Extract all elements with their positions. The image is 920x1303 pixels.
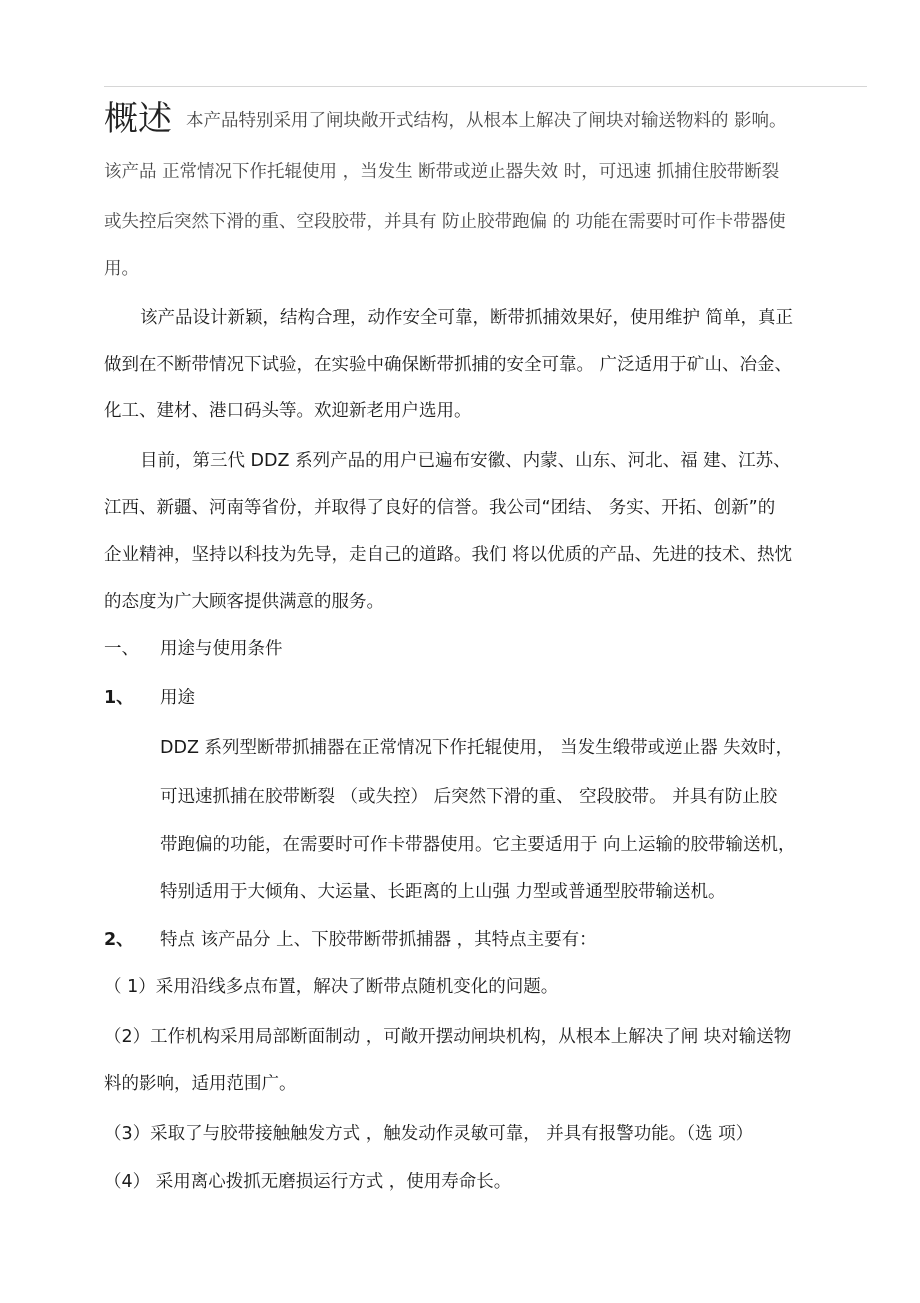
item-line: 可迅速抓捕在胶带断裂 （或失控） 后突然下滑的重、 空段胶带。 并具有防止胶 (160, 787, 778, 807)
feature-line: （2）工作机构采用局部断面制动 ，可敞开摆动闸块机构，从根本上解决了闸 块对输送物 (104, 1027, 792, 1047)
intro-line: 该产品 正常情况下作托辊使用 ，当发生 断带或逆止器失效 时，可迅速 抓捕住胶带断裂 (104, 162, 780, 182)
paragraph-line: 的态度为广大顾客提供满意的服务。 (104, 592, 384, 612)
feature-line: （ 1）采用沿线多点布置，解决了断带点随机变化的问题。 (104, 977, 559, 997)
intro-line: 或失控后突然下滑的重、空段胶带，并具有 防止胶带跑偏 的 功能在需要时可作卡带器使 (104, 212, 786, 232)
item-number: 1、 (104, 688, 134, 708)
paragraph-line: 目前，第三代 DDZ 系列产品的用户已遍布安徽、内蒙、山东、河北、福 建、江苏、 (140, 451, 791, 471)
item-heading: 特点 该产品分 上、下胶带断带抓捕器 ，其特点主要有： (160, 930, 597, 950)
page-title: 概述 (104, 99, 172, 139)
item-line: DDZ 系列型断带抓捕器在正常情况下作托辊使用， 当发生缎带或逆止器 失效时， (160, 738, 794, 758)
item-line: 特别适用于大倾角、大运量、长距离的上山强 力型或普通型胶带输送机。 (160, 882, 726, 902)
paragraph-line: 企业精神，坚持以科技为先导，走自己的道路。我们 将以优质的产品、先进的技术、热忱 (104, 545, 793, 565)
section-number: 一、 (104, 639, 139, 659)
paragraph-line: 江西、新疆、河南等省份，并取得了良好的信誉。我公司“团结、 务实、开拓、创新”的 (104, 498, 776, 518)
intro-line: 本产品特别采用了闸块敞开式结构，从根本上解决了闸块对输送物料的 影响。 (186, 111, 787, 131)
top-rule (104, 86, 867, 87)
feature-line: （4） 采用离心拨抓无磨损运行方式 ，使用寿命长。 (104, 1172, 512, 1192)
feature-line: 料的影响，适用范围广。 (104, 1074, 297, 1094)
item-line: 带跑偏的功能，在需要时可作卡带器使用。它主要适用于 向上运输的胶带输送机， (160, 835, 796, 855)
item-title: 用途 (160, 688, 195, 708)
section-title: 用途与使用条件 (160, 639, 283, 659)
intro-first-line (104, 99, 787, 139)
intro-line: 用。 (104, 259, 139, 279)
paragraph-line: 化工、建材、港口码头等。欢迎新老用户选用。 (104, 401, 472, 421)
paragraph-line: 该产品设计新颖，结构合理，动作安全可靠，断带抓捕效果好，使用维护 简单，真正 (140, 308, 794, 328)
paragraph-line: 做到在不断带情况下试验，在实验中确保断带抓捕的安全可靠。 广泛适用于矿山、冶金、 (104, 355, 793, 375)
item-number: 2、 (104, 930, 134, 950)
feature-line: （3）采取了与胶带接触触发方式 ，触发动作灵敏可靠， 并具有报警功能。（选 项） (104, 1124, 754, 1144)
